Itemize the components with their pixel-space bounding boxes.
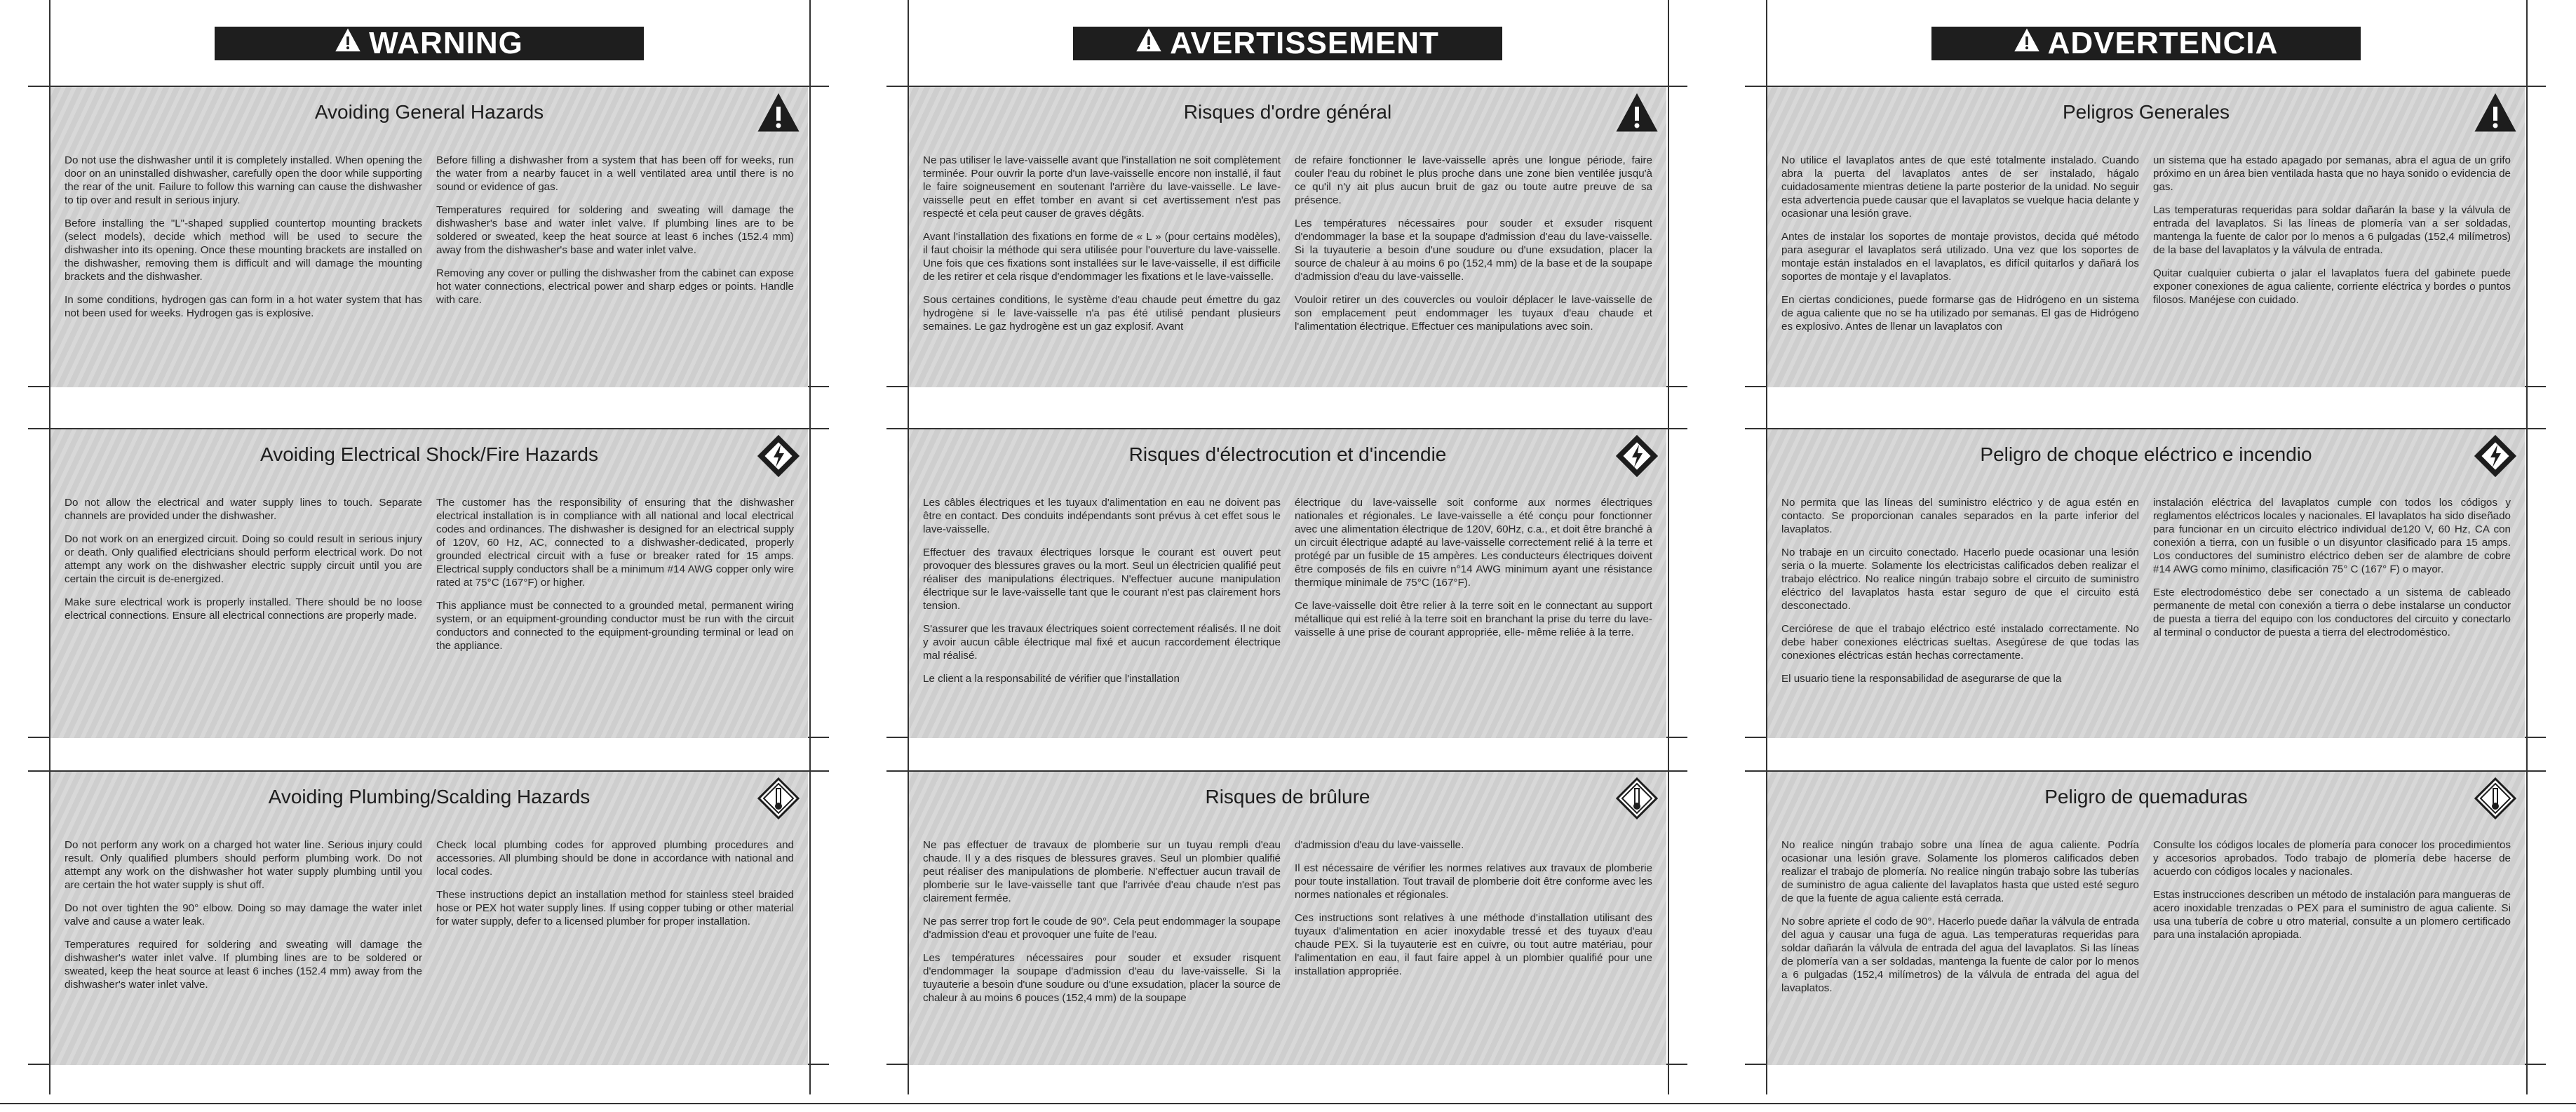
paragraph: Ces instructions sont relatives à une méthode d'installation utilisant des tuyaux d'alimentation en acier inoxydable tressé et des tuyaux d'eau chaude PEX. Si la tuyauterie est en cuivre, ou tout autre matériau, pour l'alimentation en eau, il faut faire appel à un plombier qualifié pour une installation appropriée. bbox=[1295, 912, 1652, 977]
hazard-section bbox=[909, 87, 1666, 387]
section-text-right bbox=[436, 838, 794, 938]
vertical-rule bbox=[1668, 0, 1669, 1094]
paragraph: Effectuer des travaux électriques lorsque le courant est ouvert peut provoquer des blessures graves ou la mort. Seul un électricien qualifié peut réaliser des manipulations électriques. N'effectuer aucune manipulation électrique sur le lave-vaisselle tant que le courant n'est pas clairement hors tension. bbox=[923, 547, 1281, 612]
paragraph: Les températures nécessaires pour souder et exsuder risquent d'endommager la base et la soupape d'admission d'eau du lave-vaisselle. Si la tuyauterie a besoin d'une soudure ou d'une exsudation, placer la source de chaleur à au moins 6 po (152,4 mm) de la base et de la soupape d'admission d'eau du lave-vaisselle. bbox=[1295, 217, 1652, 283]
paragraph: This appliance must be connected to a grounded metal, permanent wiring system, or an equipment-grounding conductor must be run with the circuit conductors and connected to the equipment-grounding terminal or lead on the appliance. bbox=[436, 600, 794, 652]
electrical-hazard-icon bbox=[2474, 435, 2516, 477]
paragraph: Do not use the dishwasher until it is completely installed. When opening the door on an uninstalled dishwasher, carefully open the door while supporting the rear of the unit. Failure to follow this warning can cause the dishwasher to tip over and result in serious injury. bbox=[65, 154, 422, 206]
paragraph: Le client a la responsabilité de vérifier que l'installation bbox=[923, 673, 1180, 685]
scalding-hazard-icon bbox=[2474, 777, 2516, 819]
hazard-section bbox=[1767, 87, 2525, 387]
section-text-left bbox=[65, 154, 422, 330]
paragraph: Temperatures required for soldering and sweating will damage the dishwasher's base and water inlet valve. If plumbing lines are to be soldered or sweated, keep the heat source at least 6 inches (152.4 mm) away from the dishwasher's base and water inlet valve. bbox=[436, 204, 794, 256]
paragraph: Make sure electrical work is properly installed. There should be no loose electrical connections. Ensure all electrical connections are properly made. bbox=[65, 596, 422, 622]
paragraph: En ciertas condiciones, puede formarse gas de Hidrógeno en un sistema de agua caliente que no se ha utilizado por semanas. El gas de Hidrógeno es explosivo. Antes de llenar un lavaplatos con bbox=[1781, 294, 2139, 333]
section-title: Risques d'ordre général bbox=[1183, 101, 1392, 123]
paragraph: No sobre apriete el codo de 90°. Hacerlo puede dañar la válvula de entrada del agua y causar una fuga de agua. Las temperaturas requeridas para soldar dañarán la válvula de entrada del agua del lavaplatos. Si las líneas de plomería van a ser soldadas, mantenga la fuente de calor por lo menos a 6 pulgadas (152,4 milímetros) de la válvula de entrada del agua del lavaplatos. bbox=[1781, 916, 2139, 994]
paragraph: électrique du lave-vaisselle soit conforme aux normes électriques nationales et régionales. Le lave-vaisselle a été conçu pour fonctionner avec une alimentation électrique de 120V, 60Hz, c.a., et doit être branché à un circuit électrique adapté au lave-vaisselle correctement relié à la terre et protégé par un fusible de 15 ampères. Les conducteurs électriques doivent être composés de fils en cuivre n°14 AWG minimum ayant une résistance thermique minimale de 75°C (167°F). bbox=[1295, 497, 1652, 589]
section-title: Avoiding Electrical Shock/Fire Hazards bbox=[260, 443, 598, 465]
section-text-left bbox=[1781, 496, 2139, 695]
section-title: Avoiding Plumbing/Scalding Hazards bbox=[268, 786, 591, 808]
vertical-rule bbox=[2526, 0, 2528, 1094]
paragraph: Este electrodoméstico debe ser conectado a un sistema de cableado permanente de metal con conexión a tierra o debe instalarse un conductor de puesta a tierra del equipo con los conductores del circuito y conectarlo al terminal o conductor de puesta a tierra del electrodoméstico. bbox=[2153, 587, 2511, 638]
section-text-left bbox=[923, 496, 1281, 695]
section-text-right bbox=[1295, 496, 1652, 649]
paragraph: Before installing the "L"-shaped supplied countertop mounting brackets (select models), decide which method will be used to secure the dishwasher into its opening. Once these mounting brackets are installed on the dishwasher, removing them is difficult and will damage the mounting brackets and the dishwasher. bbox=[65, 217, 422, 283]
paragraph: Les températures nécessaires pour souder et exsuder risquent d'endommager la soupape d'admission d'eau du lave-vaisselle. Si la tuyauterie a besoin d'une soudure ou d'une exsudation, placer la source de chaleur à au moins 6 pouces (152,4 mm) de la soupape bbox=[923, 952, 1281, 1004]
paragraph: No trabaje en un circuito conectado. Hacerlo puede ocasionar una lesión seria o la muerte. Solamente los electricistas calificados deben realizar el trabajo eléctrico. No realice ningún trabajo sobre el circuito de suministro eléctrico del lavaplatos hasta estar seguro de que el circuito está desconectado. bbox=[1781, 547, 2139, 612]
scalding-hazard-icon bbox=[757, 777, 800, 819]
section-title: Peligros Generales bbox=[2062, 101, 2230, 123]
section-text-left bbox=[1781, 838, 2139, 1005]
hazard-section bbox=[909, 429, 1666, 738]
banner-title: WARNING bbox=[369, 26, 523, 60]
section-text-left bbox=[1781, 154, 2139, 343]
page-bottom-rule bbox=[0, 1103, 2576, 1104]
banner-title: ADVERTENCIA bbox=[2047, 26, 2279, 60]
section-text-left bbox=[65, 838, 422, 1001]
section-text-right bbox=[2153, 838, 2511, 951]
paragraph: S'assurer que les travaux électriques soient correctement réalisés. Il ne doit y avoir aucun câble électrique mal fixé et aucun raccordement électrique mal réalisé. bbox=[923, 623, 1281, 662]
vertical-rule bbox=[809, 0, 811, 1094]
paragraph: instalación eléctrica del lavaplatos cumple con todos los códigos y reglamentos eléctricos locales y nacionales. El lavaplatos ha sido diseñado para funcionar en un circuito eléctrico individual de120 V, 60 Hz, CA con conexión a tierra, con un fusible o un disyuntor clasificado para 15 amps. Los conductores del suministro eléctrico deben ser de alambre de cobre #14 AWG como mínimo, clasificación 75° C (167° F) o mayor. bbox=[2153, 497, 2511, 575]
section-title: Avoiding General Hazards bbox=[314, 101, 544, 123]
section-text-left bbox=[923, 154, 1281, 343]
section-text-right bbox=[1295, 838, 1652, 988]
hazard-section bbox=[50, 87, 808, 387]
paragraph: Do not over tighten the 90° elbow. Doing so may damage the water inlet valve and cause a water leak. bbox=[65, 902, 422, 927]
paragraph: Avant l'installation des fixations en forme de « L » (pour certains modèles), il faut choisir la méthode qui sera utilisée pour l'ouverture du lave-vaisselle. Une fois que ces fixations sont installées sur le lave-vaisselle, il est difficile de les retirer et cela risque d'endommager les fixations et le lave-vaisselle. bbox=[923, 231, 1281, 283]
electrical-hazard-icon bbox=[1616, 435, 1658, 477]
paragraph: In some conditions, hydrogen gas can form in a hot water system that has not been used for weeks. Hydrogen gas is explosive. bbox=[65, 294, 422, 319]
paragraph: Quitar cualquier cubierta o jalar el lavaplatos fuera del gabinete puede exponer conexiones de agua caliente, corriente eléctrica y bordes o puntos filosos. Manéjese con cuidado. bbox=[2153, 267, 2511, 306]
warning-triangle-icon bbox=[335, 26, 360, 61]
section-text-right bbox=[2153, 154, 2511, 316]
electrical-hazard-icon bbox=[757, 435, 800, 477]
paragraph: d'admission d'eau du lave-vaisselle. bbox=[1295, 839, 1464, 851]
paragraph: The customer has the responsibility of ensuring that the dishwasher electrical installation is in compliance with all national and local electrical codes and ordinances. The dishwasher is designed for an electrical supply of 120V, 60 Hz, AC, connected to a dishwasher-dedicated, properly grounded electrical circuit with a fuse or breaker rated for 15 amps. Electrical supply conductors shall be a minimum #14 AWG copper only wire rated at 75°C (167°F) or higher. bbox=[436, 497, 794, 589]
warning-triangle-icon bbox=[2014, 26, 2039, 61]
paragraph: Ce lave-vaisselle doit être relier à la terre soit en le connectant au support métallique qui est relié à la terre soit en branchant la prise du terre du lave-vaisselle à une prise de courant appropriée, elle- même reliée à la terre. bbox=[1295, 600, 1652, 638]
paragraph: Ne pas serrer trop fort le coude de 90°. Cela peut endommager la soupape d'admission d'eau et provoquer une fuite de l'eau. bbox=[923, 916, 1281, 941]
language-column bbox=[858, 0, 1717, 1112]
section-title: Peligro de choque eléctrico e incendio bbox=[1980, 443, 2312, 465]
section-text-right bbox=[1295, 154, 1652, 343]
hazard-section bbox=[1767, 429, 2525, 738]
paragraph: These instructions depict an installation method for stainless steel braided hose or PEX hot water supply lines. If using copper tubing or other material for water supply, defer to a licensed plumber for proper installation. bbox=[436, 889, 794, 927]
scalding-hazard-icon bbox=[1616, 777, 1658, 819]
paragraph: No permita que las líneas del suministro eléctrico y de agua estén en contacto. Se proporcionan canales separados en la parte inferior del lavaplatos. bbox=[1781, 497, 2139, 535]
warning-banner bbox=[1073, 27, 1502, 60]
paragraph: Consulte los códigos locales de plomería para conocer los procedimientos y accesorios aprobados. Todo trabajo de plomería debe hacerse de acuerdo con códigos locales y nacionales. bbox=[2153, 839, 2511, 878]
paragraph: Do not allow the electrical and water supply lines to touch. Separate channels are provided under the dishwasher. bbox=[65, 497, 422, 522]
paragraph: Las temperaturas requeridas para soldar dañarán la base y la válvula de entrada del lavaplatos. Si las líneas de plomería van a ser soldadas, mantenga la fuente de calor por lo menos a 6 pulgadas (152,4 milímetros) de la base del lavaplatos y la válvula de entrada. bbox=[2153, 204, 2511, 256]
paragraph: Il est nécessaire de vérifier les normes relatives aux travaux de plomberie pour toute installation. Tout travail de plomberie doit être conforme avec les normes nationales et régionales. bbox=[1295, 862, 1652, 901]
language-column bbox=[0, 0, 858, 1112]
warning-triangle-icon bbox=[1616, 93, 1658, 135]
paragraph: Sous certaines conditions, le système d'eau chaude peut émettre du gaz hydrogène si le lave-vaisselle n'a pas été utilisé pendant plusieurs semaines. Le gaz hydrogène est un gaz explosif. Avant bbox=[923, 294, 1281, 333]
hazard-section bbox=[50, 429, 808, 738]
banner-title: AVERTISSEMENT bbox=[1170, 26, 1439, 60]
section-text-right bbox=[436, 154, 794, 316]
paragraph: Les câbles électriques et les tuyaux d'alimentation en eau ne doivent pas être en contact. Des conduits indépendants sont prévus à cet effet sous le lave-vaisselle. bbox=[923, 497, 1281, 535]
paragraph: No realice ningún trabajo sobre una línea de agua caliente. Podría ocasionar una lesión grave. Solamente los plomeros calificados deben realizar el trabajo de plomería. No realice ningún trabajo sobre las tuberías de suministro de agua caliente del lavaplatos hasta que usted esté seguro de que la fuente de agua caliente está cerrada. bbox=[1781, 839, 2139, 904]
paragraph: Cerciórese de que el trabajo eléctrico esté instalado correctamente. No debe haber conexiones eléctricas sueltas. Asegúrese de que todas las conexiones eléctricas están hechas correctamente. bbox=[1781, 623, 2139, 662]
paragraph: Check local plumbing codes for approved plumbing procedures and accessories. All plumbing should be done in accordance with national and local codes. bbox=[436, 839, 794, 878]
section-text-right bbox=[436, 496, 794, 662]
paragraph: Removing any cover or pulling the dishwasher from the cabinet can expose hot water connections, electrical power and sharp edges or points. Handle with care. bbox=[436, 267, 794, 306]
warning-triangle-icon bbox=[1136, 26, 1161, 61]
hazard-section bbox=[1767, 772, 2525, 1065]
section-title: Risques de brûlure bbox=[1205, 786, 1370, 808]
paragraph: Do not perform any work on a charged hot water line. Serious injury could result. Only qualified plumbers should perform plumbing work. Do not attempt any work on the dishwasher hot water supply plumbing until you are certain the hot water supply is shut off. bbox=[65, 839, 422, 891]
section-text-left bbox=[65, 496, 422, 632]
hazard-section bbox=[50, 772, 808, 1065]
paragraph: Estas instrucciones describen un método de instalación para mangueras de acero inoxidable trenzadas o PEX para el suministro de agua caliente. Si usa una tubería de cobre u otro material, consulte a un plomero certificado para una instalación apropiada. bbox=[2153, 889, 2511, 941]
paragraph: Ne pas effectuer de travaux de plomberie sur un tuyau rempli d'eau chaude. Il y a des risques de blessures graves. Seul un plombier qualifié peut réaliser des manipulations de plomberie. N'effectuer aucun travail de plomberie sur le lave-vaisselle tant que l'arrivée d'eau chaude n'est pas clairement fermée. bbox=[923, 839, 1281, 904]
section-title: Risques d'électrocution et d'incendie bbox=[1128, 443, 1447, 465]
warning-triangle-icon bbox=[2474, 93, 2516, 135]
language-column bbox=[1717, 0, 2575, 1112]
paragraph: Temperatures required for soldering and sweating will damage the dishwasher's water inlet valve. If plumbing lines are to be soldered or sweated, keep the heat source at least 6 inches (152.4 mm) away from the dishwasher's water inlet valve. bbox=[65, 939, 422, 991]
hazard-section bbox=[909, 772, 1666, 1065]
section-title: Peligro de quemaduras bbox=[2044, 786, 2248, 808]
paragraph: un sistema que ha estado apagado por semanas, abra el agua de un grifo próximo en un área bien ventilada hasta que no haya sonido o evidencia de gas. bbox=[2153, 154, 2511, 193]
paragraph: de refaire fonctionner le lave-vaisselle après une longue période, faire couler l'eau du robinet le plus proche dans une zone bien ventilée jusqu'à ce qu'il n'y ait plus aucun bruit de gaz ou toute autre preuve de sa présence. bbox=[1295, 154, 1652, 206]
paragraph: Antes de instalar los soportes de montaje provistos, decida qué método para asegurar el lavaplatos será utilizado. Una vez que los soportes de montaje están instalados en el lavaplatos, es difícil quitarlos y dañará los soportes de montaje y el lavaplatos. bbox=[1781, 231, 2139, 283]
paragraph: Ne pas utiliser le lave-vaisselle avant que l'installation ne soit complètement terminée. Pour ouvrir la porte d'un lave-vaisselle encore non installé, il faut le faire soigneusement en soutenant l'arrière du lave-vaisselle. Le lave-vaisselle peut en effet tomber en avant si cet avertissement n'est pas respecté et cela peut causer de graves dégâts. bbox=[923, 154, 1281, 220]
section-text-right bbox=[2153, 496, 2511, 649]
paragraph: Before filling a dishwasher from a system that has been off for weeks, run the water from a nearby faucet in a well ventilated area until there is no sound or evidence of gas. bbox=[436, 154, 794, 193]
warning-triangle-icon bbox=[757, 93, 800, 135]
warning-banner bbox=[215, 27, 644, 60]
paragraph: Vouloir retirer un des couvercles ou vouloir déplacer le lave-vaisselle de son emplacement peut endommager les tuyaux d'eau chaude et l'alimentation électrique. Effectuer ces manipulations avec soin. bbox=[1295, 294, 1652, 333]
paragraph: Do not work on an energized circuit. Doing so could result in serious injury or death. Only qualified electricians should perform electrical work. Do not attempt any work on the dishwasher electric supply circuit until you are certain the circuit is de-energized. bbox=[65, 533, 422, 585]
section-text-left bbox=[923, 838, 1281, 1014]
paragraph: El usuario tiene la responsabilidad de asegurarse de que la bbox=[1781, 673, 2062, 685]
warning-banner bbox=[1931, 27, 2361, 60]
paragraph: No utilice el lavaplatos antes de que esté totalmente instalado. Cuando abra la puerta del lavaplatos antes de ser instalado, hágalo cuidadosamente mientras detiene la parte posterior de la unidad. No seguir esta advertencia puede causar que el lavaplatos se vuelque hacia delante y ocasionar una lesión grave. bbox=[1781, 154, 2139, 220]
